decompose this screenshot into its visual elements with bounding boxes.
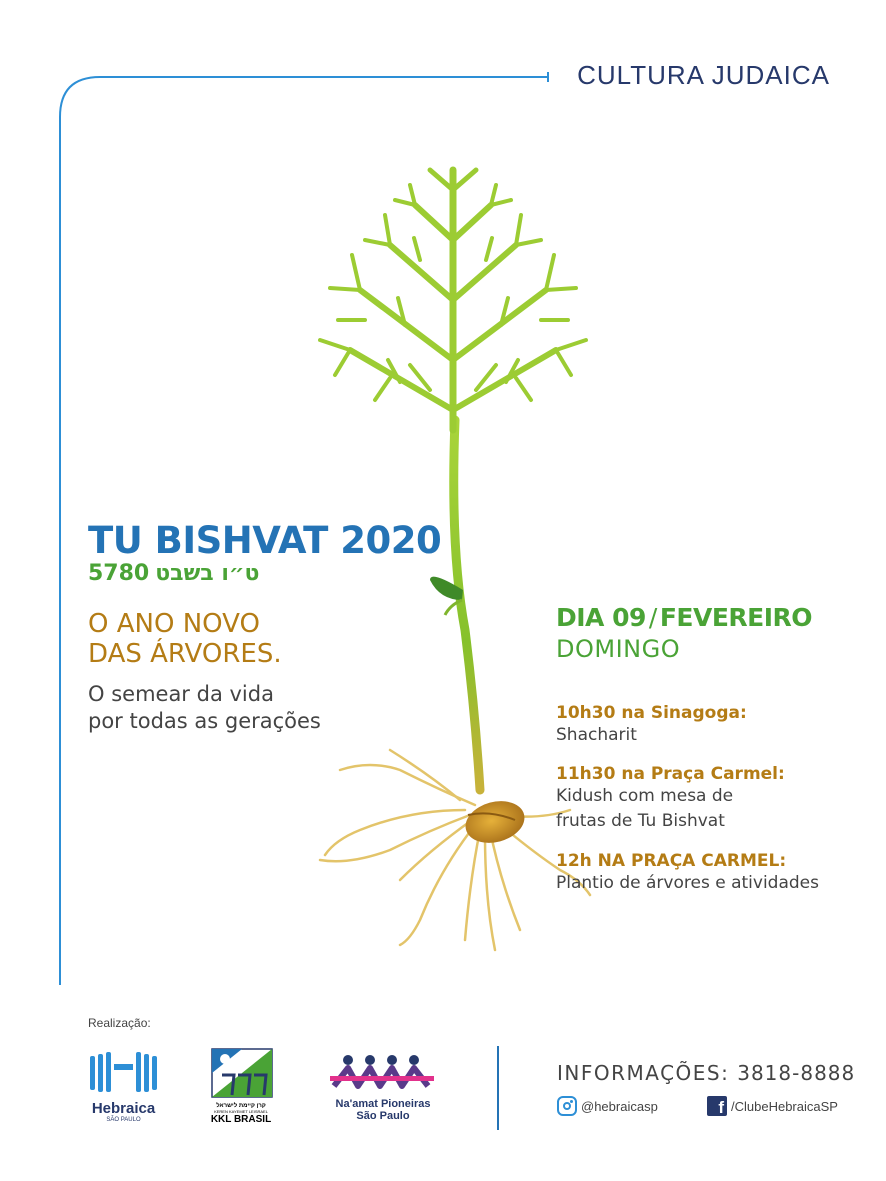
tagline-line-2: DAS ÁRVORES. (88, 639, 282, 669)
subtitle (88, 681, 321, 735)
kkl-logo (208, 1047, 274, 1133)
footer-divider (497, 1046, 499, 1130)
hebrew-name: ט״ו בשבט (155, 561, 260, 586)
naamat-logo-mark (322, 1052, 444, 1094)
tagline-line-1: O ANO NOVO (88, 609, 260, 639)
instagram-icon[interactable] (557, 1096, 577, 1116)
kkl-hebrew: קרן קיימת לישראל (216, 1103, 266, 1109)
info-label: INFORMAÇÕES: (557, 1061, 730, 1085)
schedule-heading: 10h30 na Sinagoga: (556, 703, 747, 723)
hebraica-name: Hebraica (91, 1100, 156, 1117)
info-phone: 3818-8888 (737, 1061, 856, 1085)
date-month: FEVEREIRO (659, 603, 813, 632)
schedule-item (556, 764, 785, 834)
hebraica-sub: SÃO PAULO (106, 1117, 141, 1123)
facebook-handle[interactable]: /ClubeHebraicaSP (731, 1099, 838, 1114)
facebook-icon[interactable]: f (707, 1096, 727, 1116)
section-label: CULTURA JUDAICA (577, 60, 830, 90)
event-title: TU BISHVAT 2020 (88, 519, 442, 562)
schedule-text: Shacharit (556, 725, 637, 745)
schedule-text: Kidush com mesa de (556, 786, 734, 806)
schedule-text: Plantio de árvores e atividades (556, 873, 819, 893)
schedule-heading: 11h30 na Praça Carmel: (556, 764, 785, 784)
schedule-text: frutas de Tu Bishvat (556, 811, 725, 831)
hebrew-title (88, 561, 259, 586)
naamat-line-1: Na'amat Pioneiras (335, 1098, 431, 1110)
tagline (88, 609, 282, 669)
kkl-name: KKL BRASIL (210, 1114, 272, 1125)
subtitle-line-2: por todas as gerações (88, 709, 321, 733)
schedule-heading: 12h NA PRAÇA CARMEL: (556, 851, 787, 871)
info-line (557, 1061, 855, 1085)
naamat-logo (322, 1052, 444, 1128)
event-weekday: DOMINGO (556, 635, 681, 663)
event-date (556, 603, 812, 632)
subtitle-line-1: O semear da vida (88, 682, 274, 706)
kkl-sub: KEREN KAYEMET LEISRAEL (214, 1109, 268, 1114)
schedule-item (556, 851, 819, 896)
date-separator: / (648, 603, 657, 632)
kkl-logo-mark (208, 1047, 274, 1099)
hebraica-logo (86, 1050, 161, 1130)
hebraica-logo-mark (86, 1050, 161, 1096)
hebrew-year: 5780 (88, 561, 150, 586)
instagram-handle[interactable]: @hebraicasp (581, 1099, 658, 1114)
schedule-item (556, 703, 747, 748)
realizacao-label: Realização: (88, 1016, 151, 1030)
date-day: DIA 09 (556, 603, 646, 632)
naamat-line-2: São Paulo (356, 1110, 410, 1122)
